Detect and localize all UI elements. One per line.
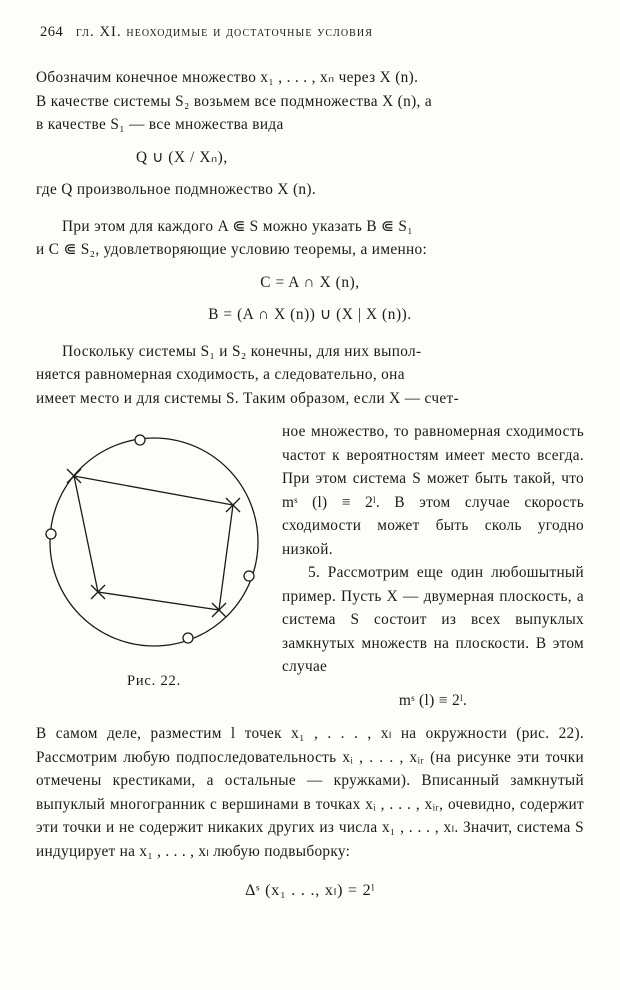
page-header: [40, 24, 580, 41]
page-number: 264: [40, 24, 64, 40]
paragraph-4-line-3: имеет место и для системы S. Таким образом, если X — счет-: [36, 389, 460, 407]
paragraph-3: [36, 215, 584, 262]
right-column-paragraph-1: ное множество, то равномерная сходимость частот к вероятностям имеет место всегда. При этом система S может быть такой, что mˢ (l) ≡ 2ˡ. В этом случае скорость сходимости может быть сколь угодно низкой.: [282, 423, 584, 558]
paragraph-4: [36, 340, 584, 411]
paragraph-3-line-1: При этом для каждого A ⋐ S можно указать B ⋐ S₁: [62, 217, 413, 235]
running-title: гл. XI. неоходимые и достаточные условия: [75, 24, 374, 40]
figure-text-wrap: [36, 420, 584, 716]
formula-2: C = A ∩ X (n),: [260, 273, 360, 291]
circle-polygon-diagram: [36, 424, 272, 660]
right-column-paragraph-2: 5. Рассмотрим еще один любошытный пример. Пусть X — двумерная плоскость, а система S состоит из всех выпуклых замкнутых множеств на плоскости. В этом случае: [282, 564, 584, 675]
paragraph-5: В самом деле, разместим l точек x₁ , . . . , xₗ на окружности (рис. 22). Рассмотрим любую подпоследовательность xᵢ , . . . , xᵢᵣ (на рисунке эти точки отмечены крестиками, а остальные — кружками). Вписанный замкнутый выпуклый многогранник с вершинами в точках xᵢ , . . . , xᵢᵣ, очевидно, содержит эти точки и не содержит никаких других из числа x₁ , . . . , xₗ. Значит, система S индуцирует на x₁ , . . . , xₗ любую подвыборку:: [36, 725, 584, 860]
paragraph-1: [36, 66, 584, 137]
paragraph-1-line-2: В качестве системы S₂ возьмем все подмножества X (n), а: [36, 92, 433, 110]
paragraph-1-line-3: в качестве S₁ — все множества вида: [36, 116, 284, 133]
paragraph-1-line-1: Обозначим конечное множество x₁ , . . . , xₙ через X (n).: [36, 69, 419, 86]
page-body: [36, 66, 584, 903]
formula-3: B = (A ∩ X (n)) ∪ (X | X (n)).: [208, 306, 412, 323]
formula-5: Δˢ (x₁ . . ., xₗ) = 2ˡ: [245, 882, 375, 899]
figure-22: [36, 424, 272, 693]
paragraph-3-line-2: и C ⋐ S₂, удовлетворяющие условию теоремы, а именно:: [36, 241, 428, 258]
formula-4: mˢ (l) ≡ 2ˡ.: [398, 691, 468, 709]
cross-markers: [67, 469, 240, 617]
formula-1: Q ∪ (X / Xₙ),: [136, 148, 228, 166]
paragraph-4-line-1: Поскольку системы S₁ и S₂ конечны, для них выпол-: [62, 342, 422, 360]
figure-caption: Рис. 22.: [126, 672, 182, 689]
paragraph-4-line-2: няется равномерная сходимость, а следовательно, она: [36, 366, 405, 383]
paragraph-2: где Q произвольное подмножество X (n).: [36, 181, 317, 198]
